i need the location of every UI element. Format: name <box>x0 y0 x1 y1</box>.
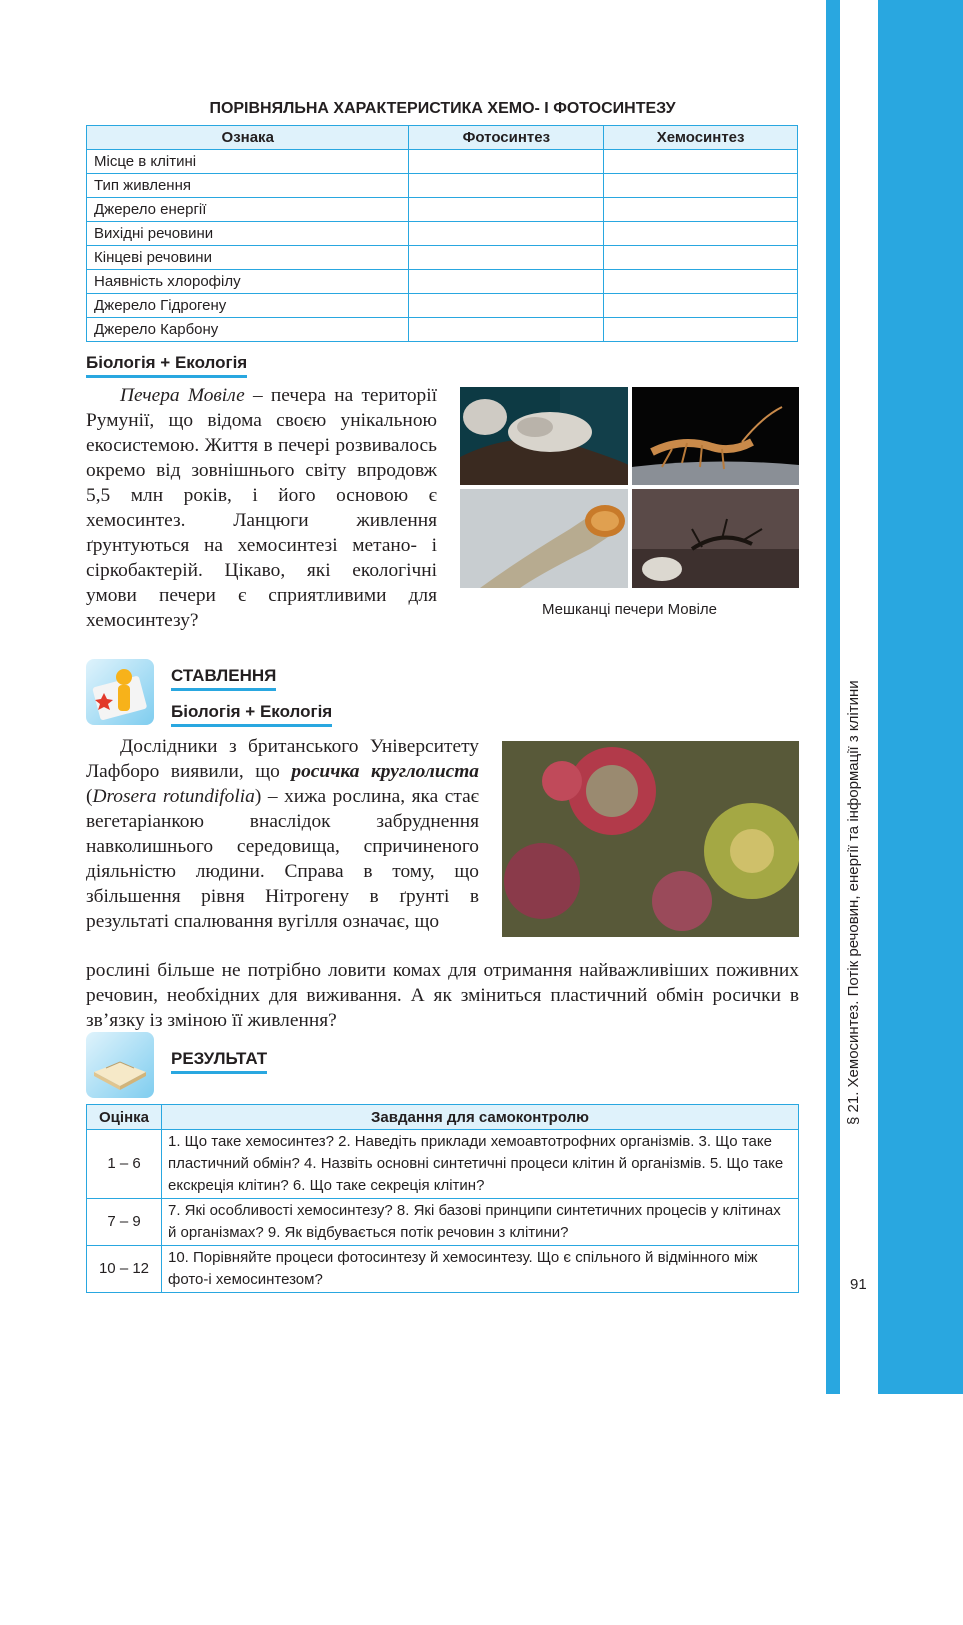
empty-cell <box>409 198 604 222</box>
column-header: Оцінка <box>87 1105 162 1130</box>
row-label: Тип живлення <box>87 174 409 198</box>
empty-cell <box>604 270 798 294</box>
empty-cell <box>604 246 798 270</box>
table-row <box>87 1199 799 1246</box>
table-row <box>87 246 798 270</box>
row-label: Джерело енергії <box>87 198 409 222</box>
column-header: Хемосинтез <box>604 126 798 150</box>
running-head <box>845 680 875 1625</box>
empty-cell <box>409 294 604 318</box>
empty-cell <box>409 174 604 198</box>
empty-cell <box>604 318 798 342</box>
movile-cave-text: – печера на території Румунії, що відома своєю унікальною екосистемою. Життя в печері розвивалось окремо від зовнішнього світу впродовж 5,5 млн років, і його основою є хемосинтез. Ланцюги живлення ґрунтуються на хемосинтезі метано- і сіркобактерій. Цікаво, які екологічні умови печери є сприятливими для хемосинтезу? <box>86 385 437 631</box>
worm-photo <box>460 489 628 588</box>
sidebar-band <box>878 0 963 1394</box>
grade-cell: 10 – 12 <box>87 1246 162 1293</box>
photo-caption: Мешканці печери Мовіле <box>541 601 718 618</box>
attitude-icon <box>86 659 154 725</box>
row-label: Місце в клітині <box>87 150 409 174</box>
empty-cell <box>604 294 798 318</box>
running-head-text: § 21. Хемосинтез. Потік речовин, енергії та інформації з клітини <box>845 680 862 1125</box>
grade-cell: 7 – 9 <box>87 1199 162 1246</box>
comparison-table-title: ПОРІВНЯЛЬНА ХАРАКТЕРИСТИКА ХЕМО- І ФОТОСИНТЕЗУ <box>209 100 676 117</box>
table-row <box>87 1130 799 1199</box>
centipede-photo <box>632 387 799 485</box>
column-header: Фотосинтез <box>409 126 604 150</box>
page-number: 91 <box>850 1276 867 1293</box>
section-heading-biology-ecology-2: Біологія + Екологія <box>171 702 332 727</box>
movile-cave-photo-grid <box>460 387 799 588</box>
sidebar-stripe <box>826 0 840 1394</box>
tasks-cell: 7. Які особливості хемосинтезу? 8. Які базові принципи синтетичних процесів у клітинах й організмах? 9. Як відбувається потік речовин з клітини? <box>162 1199 799 1246</box>
section-title-attitude: СТАВЛЕННЯ <box>171 666 276 691</box>
drosera-paragraph-continued: рослині більше не потрібно ловити комах для отримання найважливіших поживних речовин, необхідних для виживання. А як зміниться пластичний обмін росички в зв’язку із зміною її живлення? <box>86 960 799 1031</box>
row-label: Наявність хлорофілу <box>87 270 409 294</box>
drosera-paragraph <box>86 734 479 934</box>
comparison-table <box>86 125 798 342</box>
empty-cell <box>409 318 604 342</box>
empty-cell <box>604 198 798 222</box>
tasks-cell: 1. Що таке хемосинтез? 2. Наведіть приклади хемоавтотрофних організмів. 3. Що таке пластичний обмін? 4. Назвіть основні синтетичні процеси клітин й організмів. 5. Що таке екскреція клітин? 6. Що таке секреція клітин? <box>162 1130 799 1199</box>
empty-cell <box>604 222 798 246</box>
tasks-cell: 10. Порівняйте процеси фотосинтезу й хемосинтезу. Що є спільного й відмінного між фото-і хемосинтезом? <box>162 1246 799 1293</box>
table-header-row <box>87 1105 799 1130</box>
table-row <box>87 198 798 222</box>
drosera-text-b: ( <box>86 786 93 807</box>
column-header: Завдання для самоконтролю <box>162 1105 799 1130</box>
result-icon <box>86 1032 154 1098</box>
empty-cell <box>604 150 798 174</box>
table-row <box>87 222 798 246</box>
table-row <box>87 150 798 174</box>
empty-cell <box>409 150 604 174</box>
grade-cell: 1 – 6 <box>87 1130 162 1199</box>
table-row <box>87 318 798 342</box>
empty-cell <box>409 270 604 294</box>
drosera-photo <box>502 741 799 937</box>
table-row <box>87 270 798 294</box>
movile-cave-paragraph <box>86 383 437 633</box>
drosera-latin: Drosera rotundifolia <box>92 786 255 807</box>
table-row <box>87 1246 799 1293</box>
table-row <box>87 294 798 318</box>
table-row <box>87 174 798 198</box>
row-label: Кінцеві речовини <box>87 246 409 270</box>
cave-bugs-photo <box>632 489 799 588</box>
drosera-text-a: Дослідники з британського Університету Лафборо виявили, що <box>86 736 479 782</box>
movile-cave-term: Печера Мовіле <box>120 385 245 406</box>
drosera-text-c: ) – хижа рослина, яка стає вегетаріанкою внаслідок забруднення навколишнього середовища, спричиненого діяльністю людини. Справа в тому, що збільшення рівня Нітрогену в ґрунті в результаті спалювання вугілля означає, що <box>86 786 480 932</box>
isopod-photo <box>460 387 628 485</box>
row-label: Вихідні речовини <box>87 222 409 246</box>
row-label: Джерело Гідрогену <box>87 294 409 318</box>
empty-cell <box>604 174 798 198</box>
section-heading-biology-ecology: Біологія + Екологія <box>86 353 247 378</box>
column-header: Ознака <box>87 126 409 150</box>
section-title-result: РЕЗУЛЬТАТ <box>171 1049 267 1074</box>
drosera-term: росичка круглолиста <box>291 761 479 782</box>
row-label: Джерело Карбону <box>87 318 409 342</box>
table-header-row <box>87 126 798 150</box>
empty-cell <box>409 246 604 270</box>
empty-cell <box>409 222 604 246</box>
self-check-table <box>86 1104 799 1293</box>
